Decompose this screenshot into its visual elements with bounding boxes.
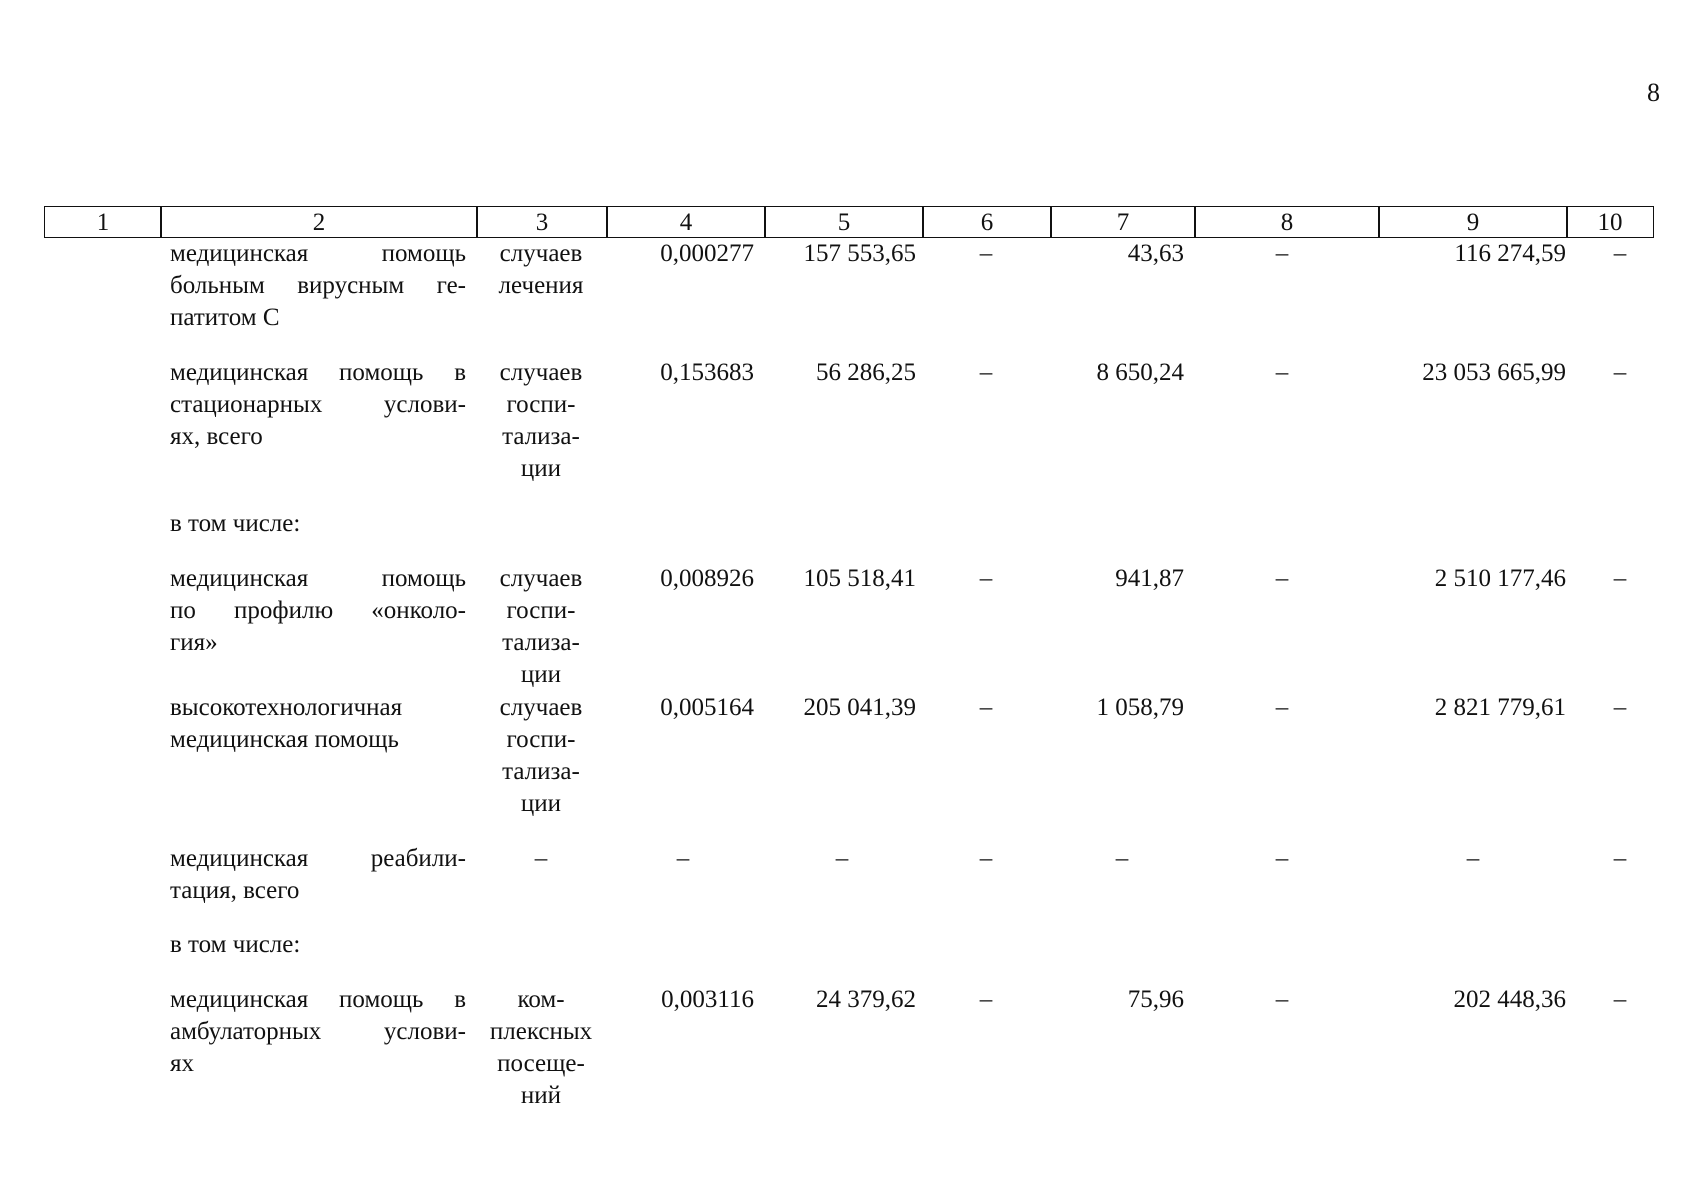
cell-col-9: 2 821 779,61	[1434, 694, 1566, 721]
row-unit	[470, 692, 612, 820]
row-name	[170, 984, 466, 1080]
row-name	[170, 692, 466, 756]
cell-col-4: 0,000277	[660, 240, 754, 267]
cell-col-9: 2 510 177,46	[1434, 565, 1566, 592]
row-unit-line: случаев	[499, 359, 583, 386]
row-unit-line: плексных	[489, 1018, 593, 1045]
cell-col-9: 23 053 665,99	[1422, 359, 1566, 386]
cell-col-5: 56 286,25	[816, 359, 916, 386]
cell-col-5: 157 553,65	[803, 240, 916, 267]
cell-col-9: 116 274,59	[1454, 240, 1566, 267]
row-unit	[470, 238, 612, 302]
row-unit-line: посеще-	[497, 1050, 585, 1077]
row-unit-line: тализа-	[502, 423, 580, 450]
row-name-line: медицинская реабили-	[170, 845, 466, 872]
row-name-line: в том числе:	[170, 931, 301, 958]
cell-col-8: –	[1275, 694, 1289, 721]
cell-col-10: –	[1613, 694, 1627, 721]
row-unit-line: лечения	[498, 272, 584, 299]
row-unit	[470, 357, 612, 485]
header-col-5: 5	[764, 206, 924, 238]
row-unit-line: случаев	[499, 694, 583, 721]
row-name-line: амбулаторных услови-	[170, 1018, 466, 1045]
row-unit-line: тализа-	[502, 758, 580, 785]
row-name-line: медицинская помощь	[170, 565, 466, 592]
row-name	[170, 508, 466, 540]
cell-col-7: 75,96	[1127, 986, 1184, 1013]
row-unit-line: –	[534, 845, 548, 872]
header-col-4: 4	[606, 206, 766, 238]
row-name	[170, 357, 466, 453]
cell-col-4: 0,008926	[660, 565, 754, 592]
cell-col-10: –	[1613, 565, 1627, 592]
row-name	[170, 238, 466, 334]
header-col-8: 8	[1194, 206, 1380, 238]
header-col-3: 3	[476, 206, 608, 238]
cell-col-7: 43,63	[1127, 240, 1184, 267]
row-unit-line: госпи-	[506, 391, 576, 418]
cell-col-9: –	[1466, 845, 1480, 872]
cell-col-10: –	[1613, 359, 1627, 386]
cell-col-6: –	[979, 565, 993, 592]
header-col-9: 9	[1378, 206, 1568, 238]
cell-col-10: –	[1613, 845, 1627, 872]
cell-col-7: 8 650,24	[1096, 359, 1184, 386]
row-unit-line: тализа-	[502, 629, 580, 656]
row-unit	[470, 843, 612, 875]
row-unit-line: ком-	[517, 986, 565, 1013]
row-name-line: ях	[170, 1050, 194, 1077]
cell-col-8: –	[1275, 240, 1289, 267]
row-name-line: медицинская помощь в	[170, 986, 466, 1013]
header-col-6: 6	[922, 206, 1052, 238]
row-unit	[470, 984, 612, 1112]
cell-col-8: –	[1275, 565, 1289, 592]
cell-col-7: 941,87	[1115, 565, 1184, 592]
row-name-line: стационарных услови-	[170, 391, 466, 418]
cell-col-6: –	[979, 986, 993, 1013]
cell-col-8: –	[1275, 845, 1289, 872]
cell-col-6: –	[979, 240, 993, 267]
row-name-line: больным вирусным ге-	[170, 272, 466, 299]
header-col-2: 2	[160, 206, 478, 238]
row-unit-line: случаев	[499, 565, 583, 592]
cell-col-5: 205 041,39	[803, 694, 916, 721]
cell-col-4: 0,005164	[660, 694, 754, 721]
header-col-10: 10	[1566, 206, 1654, 238]
cell-col-10: –	[1613, 986, 1627, 1013]
row-name-line: медицинская помощь в	[170, 359, 466, 386]
cell-col-8: –	[1275, 986, 1289, 1013]
row-name-line: в том числе:	[170, 510, 301, 537]
row-unit-line: случаев	[499, 240, 583, 267]
cell-col-5: –	[835, 845, 849, 872]
row-unit-line: ции	[520, 455, 562, 482]
cell-col-8: –	[1275, 359, 1289, 386]
row-name	[170, 929, 466, 961]
row-unit-line: госпи-	[506, 597, 576, 624]
cell-col-9: 202 448,36	[1453, 986, 1566, 1013]
cell-col-4: 0,003116	[661, 986, 754, 1013]
cell-col-6: –	[979, 694, 993, 721]
cell-col-4: –	[676, 845, 690, 872]
row-unit-line: госпи-	[506, 726, 576, 753]
cell-col-4: 0,153683	[660, 359, 754, 386]
row-name-line: ях, всего	[170, 423, 263, 450]
cell-col-7: 1 058,79	[1096, 694, 1184, 721]
row-name-line: патитом С	[170, 304, 280, 331]
cell-col-5: 105 518,41	[803, 565, 916, 592]
cell-col-7: –	[1115, 845, 1129, 872]
header-col-1: 1	[44, 206, 162, 238]
row-name-line: по профилю «онколо-	[170, 597, 466, 624]
page-number: 8	[1647, 78, 1660, 107]
row-unit-line: ции	[520, 661, 562, 688]
row-name-line: медицинская помощь	[170, 726, 399, 753]
row-name-line: высокотехнологичная	[170, 694, 403, 721]
row-name	[170, 843, 466, 907]
row-name-line: гия»	[170, 629, 218, 656]
cell-col-5: 24 379,62	[816, 986, 916, 1013]
row-name-line: медицинская помощь	[170, 240, 466, 267]
cell-col-6: –	[979, 845, 993, 872]
row-name-line: тация, всего	[170, 877, 300, 904]
row-name	[170, 563, 466, 659]
header-col-7: 7	[1050, 206, 1196, 238]
row-unit	[470, 563, 612, 691]
row-unit-line: ции	[520, 790, 562, 817]
cell-col-6: –	[979, 359, 993, 386]
row-unit-line: ний	[520, 1082, 562, 1109]
cell-col-10: –	[1613, 240, 1627, 267]
